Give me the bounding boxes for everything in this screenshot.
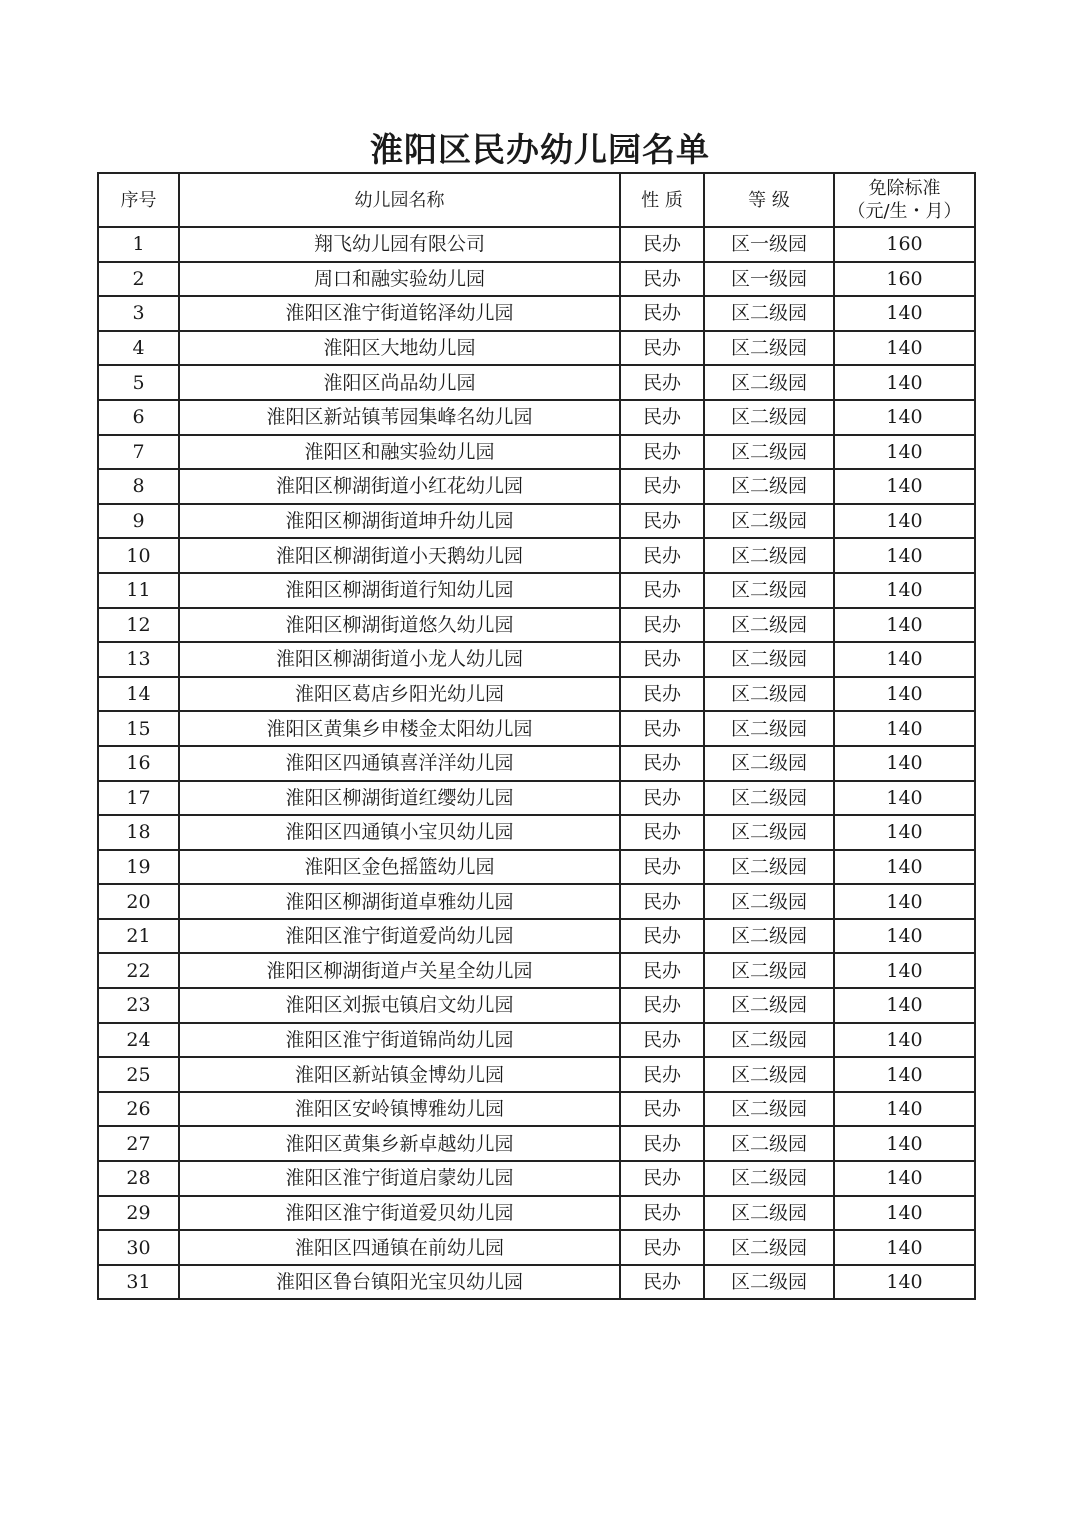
cell-nature: 民办 — [620, 850, 704, 885]
header-index: 序号 — [98, 173, 179, 227]
cell-level: 区二级园 — [704, 988, 834, 1023]
cell-nature: 民办 — [620, 677, 704, 712]
cell-fee: 140 — [834, 988, 975, 1023]
cell-nature: 民办 — [620, 573, 704, 608]
cell-nature: 民办 — [620, 504, 704, 539]
table-row — [98, 1057, 975, 1092]
cell-kindergarten-name: 淮阳区金色摇篮幼儿园 — [179, 850, 620, 885]
cell-index: 19 — [98, 850, 179, 885]
cell-fee: 140 — [834, 919, 975, 954]
cell-nature: 民办 — [620, 365, 704, 400]
cell-nature: 民办 — [620, 538, 704, 573]
cell-level: 区二级园 — [704, 573, 834, 608]
cell-nature: 民办 — [620, 1196, 704, 1231]
table-row — [98, 365, 975, 400]
header-fee-unit: （元/生・月） — [847, 201, 962, 222]
cell-level: 区二级园 — [704, 1057, 834, 1092]
cell-kindergarten-name: 淮阳区淮宁街道爱尚幼儿园 — [179, 919, 620, 954]
table-row — [98, 815, 975, 850]
cell-fee: 140 — [834, 365, 975, 400]
cell-kindergarten-name: 淮阳区柳湖街道悠久幼儿园 — [179, 608, 620, 643]
cell-nature: 民办 — [620, 400, 704, 435]
cell-index: 3 — [98, 296, 179, 331]
table-row — [98, 435, 975, 470]
cell-kindergarten-name: 淮阳区葛店乡阳光幼儿园 — [179, 677, 620, 712]
table-row — [98, 608, 975, 643]
table-row — [98, 711, 975, 746]
cell-level: 区二级园 — [704, 608, 834, 643]
table-row — [98, 781, 975, 816]
cell-index: 23 — [98, 988, 179, 1023]
header-name: 幼儿园名称 — [179, 173, 620, 227]
table-row — [98, 1196, 975, 1231]
cell-nature: 民办 — [620, 919, 704, 954]
cell-fee: 140 — [834, 1023, 975, 1058]
cell-nature: 民办 — [620, 953, 704, 988]
cell-fee: 140 — [834, 504, 975, 539]
cell-nature: 民办 — [620, 746, 704, 781]
cell-level: 区二级园 — [704, 1126, 834, 1161]
cell-fee: 160 — [834, 227, 975, 262]
cell-index: 2 — [98, 262, 179, 297]
cell-kindergarten-name: 淮阳区新站镇苇园集峰名幼儿园 — [179, 400, 620, 435]
cell-nature: 民办 — [620, 262, 704, 297]
cell-level: 区二级园 — [704, 365, 834, 400]
cell-level: 区二级园 — [704, 1265, 834, 1300]
cell-level: 区二级园 — [704, 435, 834, 470]
cell-index: 25 — [98, 1057, 179, 1092]
cell-level: 区一级园 — [704, 262, 834, 297]
cell-nature: 民办 — [620, 469, 704, 504]
cell-index: 26 — [98, 1092, 179, 1127]
cell-index: 6 — [98, 400, 179, 435]
cell-index: 13 — [98, 642, 179, 677]
cell-index: 11 — [98, 573, 179, 608]
page-title: 淮阳区民办幼儿园名单 — [370, 130, 710, 169]
cell-fee: 140 — [834, 1057, 975, 1092]
table-row — [98, 1023, 975, 1058]
cell-kindergarten-name: 淮阳区四通镇喜洋洋幼儿园 — [179, 746, 620, 781]
cell-level: 区二级园 — [704, 815, 834, 850]
cell-index: 10 — [98, 538, 179, 573]
cell-kindergarten-name: 淮阳区柳湖街道坤升幼儿园 — [179, 504, 620, 539]
cell-index: 12 — [98, 608, 179, 643]
cell-index: 21 — [98, 919, 179, 954]
header-nature: 性 质 — [620, 173, 704, 227]
table-row — [98, 1092, 975, 1127]
cell-nature: 民办 — [620, 1057, 704, 1092]
cell-nature: 民办 — [620, 1230, 704, 1265]
table-row — [98, 988, 975, 1023]
cell-kindergarten-name: 淮阳区淮宁街道爱贝幼儿园 — [179, 1196, 620, 1231]
cell-fee: 140 — [834, 884, 975, 919]
table-row — [98, 504, 975, 539]
cell-fee: 140 — [834, 711, 975, 746]
cell-level: 区二级园 — [704, 677, 834, 712]
cell-fee: 160 — [834, 262, 975, 297]
table-row — [98, 884, 975, 919]
cell-index: 24 — [98, 1023, 179, 1058]
cell-index: 18 — [98, 815, 179, 850]
cell-fee: 140 — [834, 815, 975, 850]
cell-level: 区二级园 — [704, 1023, 834, 1058]
cell-level: 区二级园 — [704, 469, 834, 504]
cell-index: 1 — [98, 227, 179, 262]
table-row — [98, 1126, 975, 1161]
cell-level: 区二级园 — [704, 1196, 834, 1231]
cell-fee: 140 — [834, 850, 975, 885]
cell-kindergarten-name: 淮阳区黄集乡新卓越幼儿园 — [179, 1126, 620, 1161]
cell-index: 22 — [98, 953, 179, 988]
cell-fee: 140 — [834, 781, 975, 816]
cell-kindergarten-name: 淮阳区柳湖街道小天鹅幼儿园 — [179, 538, 620, 573]
cell-level: 区二级园 — [704, 1161, 834, 1196]
cell-nature: 民办 — [620, 1023, 704, 1058]
cell-kindergarten-name: 淮阳区柳湖街道红缨幼儿园 — [179, 781, 620, 816]
table-row — [98, 850, 975, 885]
cell-nature: 民办 — [620, 781, 704, 816]
cell-kindergarten-name: 淮阳区柳湖街道卓雅幼儿园 — [179, 884, 620, 919]
cell-level: 区二级园 — [704, 1092, 834, 1127]
cell-nature: 民办 — [620, 642, 704, 677]
table-row — [98, 953, 975, 988]
cell-kindergarten-name: 淮阳区鲁台镇阳光宝贝幼儿园 — [179, 1265, 620, 1300]
cell-fee: 140 — [834, 1126, 975, 1161]
kindergarten-table — [97, 172, 976, 1300]
table-row — [98, 1161, 975, 1196]
table-row — [98, 919, 975, 954]
table-row — [98, 1265, 975, 1300]
cell-index: 28 — [98, 1161, 179, 1196]
table-row — [98, 227, 975, 262]
cell-fee: 140 — [834, 331, 975, 366]
cell-fee: 140 — [834, 538, 975, 573]
cell-fee: 140 — [834, 1092, 975, 1127]
cell-kindergarten-name: 周口和融实验幼儿园 — [179, 262, 620, 297]
cell-index: 7 — [98, 435, 179, 470]
cell-fee: 140 — [834, 677, 975, 712]
cell-index: 15 — [98, 711, 179, 746]
cell-level: 区二级园 — [704, 1230, 834, 1265]
cell-kindergarten-name: 淮阳区和融实验幼儿园 — [179, 435, 620, 470]
cell-fee: 140 — [834, 435, 975, 470]
cell-level: 区二级园 — [704, 331, 834, 366]
cell-kindergarten-name: 淮阳区安岭镇博雅幼儿园 — [179, 1092, 620, 1127]
cell-nature: 民办 — [620, 1161, 704, 1196]
cell-level: 区二级园 — [704, 642, 834, 677]
cell-fee: 140 — [834, 608, 975, 643]
table-row — [98, 746, 975, 781]
table-row — [98, 296, 975, 331]
header-fee-title: 免除标准 — [868, 178, 941, 199]
cell-index: 29 — [98, 1196, 179, 1231]
header-fee — [834, 173, 975, 227]
cell-kindergarten-name: 淮阳区柳湖街道小红花幼儿园 — [179, 469, 620, 504]
cell-level: 区二级园 — [704, 746, 834, 781]
cell-level: 区二级园 — [704, 504, 834, 539]
cell-index: 31 — [98, 1265, 179, 1300]
cell-kindergarten-name: 淮阳区淮宁街道锦尚幼儿园 — [179, 1023, 620, 1058]
cell-index: 17 — [98, 781, 179, 816]
cell-fee: 140 — [834, 469, 975, 504]
cell-index: 9 — [98, 504, 179, 539]
table-header-row — [98, 173, 975, 227]
cell-fee: 140 — [834, 296, 975, 331]
cell-level: 区二级园 — [704, 850, 834, 885]
table-row — [98, 538, 975, 573]
cell-nature: 民办 — [620, 227, 704, 262]
cell-nature: 民办 — [620, 435, 704, 470]
cell-index: 20 — [98, 884, 179, 919]
header-level: 等 级 — [704, 173, 834, 227]
cell-index: 14 — [98, 677, 179, 712]
cell-level: 区二级园 — [704, 953, 834, 988]
table-row — [98, 262, 975, 297]
cell-kindergarten-name: 淮阳区柳湖街道行知幼儿园 — [179, 573, 620, 608]
cell-kindergarten-name: 淮阳区尚品幼儿园 — [179, 365, 620, 400]
table-body — [98, 227, 975, 1299]
cell-kindergarten-name: 淮阳区柳湖街道小龙人幼儿园 — [179, 642, 620, 677]
cell-kindergarten-name: 淮阳区刘振屯镇启文幼儿园 — [179, 988, 620, 1023]
cell-nature: 民办 — [620, 1126, 704, 1161]
table-row — [98, 469, 975, 504]
cell-index: 30 — [98, 1230, 179, 1265]
cell-nature: 民办 — [620, 711, 704, 746]
cell-fee: 140 — [834, 573, 975, 608]
cell-index: 8 — [98, 469, 179, 504]
cell-nature: 民办 — [620, 296, 704, 331]
table-row — [98, 677, 975, 712]
cell-level: 区一级园 — [704, 227, 834, 262]
cell-kindergarten-name: 淮阳区柳湖街道卢关星全幼儿园 — [179, 953, 620, 988]
cell-fee: 140 — [834, 1161, 975, 1196]
cell-nature: 民办 — [620, 988, 704, 1023]
cell-level: 区二级园 — [704, 711, 834, 746]
cell-level: 区二级园 — [704, 919, 834, 954]
cell-fee: 140 — [834, 746, 975, 781]
cell-index: 5 — [98, 365, 179, 400]
cell-fee: 140 — [834, 1265, 975, 1300]
cell-kindergarten-name: 淮阳区黄集乡申楼金太阳幼儿园 — [179, 711, 620, 746]
cell-kindergarten-name: 淮阳区淮宁街道启蒙幼儿园 — [179, 1161, 620, 1196]
cell-kindergarten-name: 淮阳区淮宁街道铭泽幼儿园 — [179, 296, 620, 331]
cell-level: 区二级园 — [704, 400, 834, 435]
cell-level: 区二级园 — [704, 884, 834, 919]
table-row — [98, 400, 975, 435]
cell-fee: 140 — [834, 1230, 975, 1265]
table-row — [98, 573, 975, 608]
cell-fee: 140 — [834, 642, 975, 677]
cell-level: 区二级园 — [704, 538, 834, 573]
cell-kindergarten-name: 淮阳区四通镇小宝贝幼儿园 — [179, 815, 620, 850]
cell-kindergarten-name: 翔飞幼儿园有限公司 — [179, 227, 620, 262]
cell-level: 区二级园 — [704, 781, 834, 816]
cell-kindergarten-name: 淮阳区四通镇在前幼儿园 — [179, 1230, 620, 1265]
cell-nature: 民办 — [620, 815, 704, 850]
table-row — [98, 1230, 975, 1265]
cell-nature: 民办 — [620, 608, 704, 643]
cell-index: 16 — [98, 746, 179, 781]
cell-fee: 140 — [834, 400, 975, 435]
cell-fee: 140 — [834, 953, 975, 988]
cell-fee: 140 — [834, 1196, 975, 1231]
cell-index: 4 — [98, 331, 179, 366]
cell-nature: 民办 — [620, 884, 704, 919]
cell-kindergarten-name: 淮阳区新站镇金博幼儿园 — [179, 1057, 620, 1092]
cell-kindergarten-name: 淮阳区大地幼儿园 — [179, 331, 620, 366]
cell-level: 区二级园 — [704, 296, 834, 331]
cell-nature: 民办 — [620, 331, 704, 366]
cell-index: 27 — [98, 1126, 179, 1161]
cell-nature: 民办 — [620, 1265, 704, 1300]
table-row — [98, 642, 975, 677]
table-row — [98, 331, 975, 366]
cell-nature: 民办 — [620, 1092, 704, 1127]
